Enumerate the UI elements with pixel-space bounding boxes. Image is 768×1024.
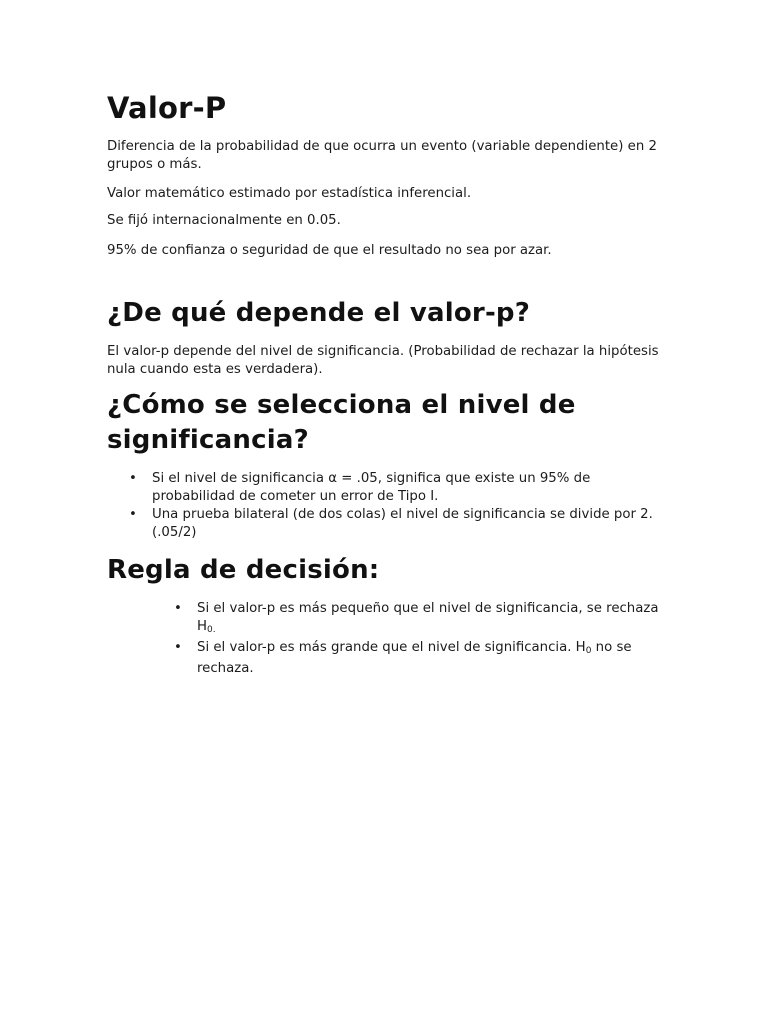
list-item: [152, 600, 667, 639]
bullet-icon: •: [129, 507, 137, 522]
heading-de-que-depende: ¿De qué depende el valor-p?: [107, 298, 531, 328]
heading-regla-de-decision: Regla de decisión:: [107, 555, 380, 585]
paragraph-confianza: 95% de confianza o seguridad de que el resultado no sea por azar.: [107, 243, 552, 258]
paragraph-valor-matematico: Valor matemático estimado por estadística inferencial.: [107, 186, 472, 201]
bullet-icon: •: [174, 640, 182, 655]
paragraph-depende: El valor-p depende del nivel de significancia. (Probabilidad de rechazar la hipótesis nula cuando esta es verdadera).: [107, 344, 659, 377]
heading-como-se-selecciona: ¿Cómo se selecciona el nivel de significancia?: [107, 390, 576, 455]
list-item-text: no se rechaza.: [197, 640, 632, 676]
paragraph-diferencia: Diferencia de la probabilidad de que ocurra un evento (variable dependiente) en 2 grupos o más.: [107, 139, 657, 172]
list-item-text: Si el valor-p es más grande que el nivel de significancia. H: [197, 640, 586, 655]
list-item-text: Si el valor-p es más pequeño que el nivel de significancia, se rechaza H: [197, 601, 659, 634]
list-seleccion: [107, 470, 667, 542]
bullet-icon: •: [174, 601, 182, 616]
list-item: [152, 639, 667, 678]
list-regla: [152, 600, 667, 678]
subscript-zero: 0: [585, 646, 592, 656]
bullet-icon: •: [129, 471, 137, 486]
list-item: [107, 470, 667, 506]
heading-valor-p: Valor-P: [107, 91, 227, 125]
list-item-text: Una prueba bilateral (de dos colas) el nivel de significancia se divide por 2. (.05/2): [152, 507, 653, 540]
paragraph-se-fijo: Se fijó internacionalmente en 0.05.: [107, 213, 341, 228]
list-item: [107, 506, 667, 542]
list-item-text: Si el nivel de significancia α = .05, significa que existe un 95% de probabilidad de cometer un error de Tipo I.: [152, 471, 591, 504]
subscript-zero: 0.: [207, 625, 216, 635]
